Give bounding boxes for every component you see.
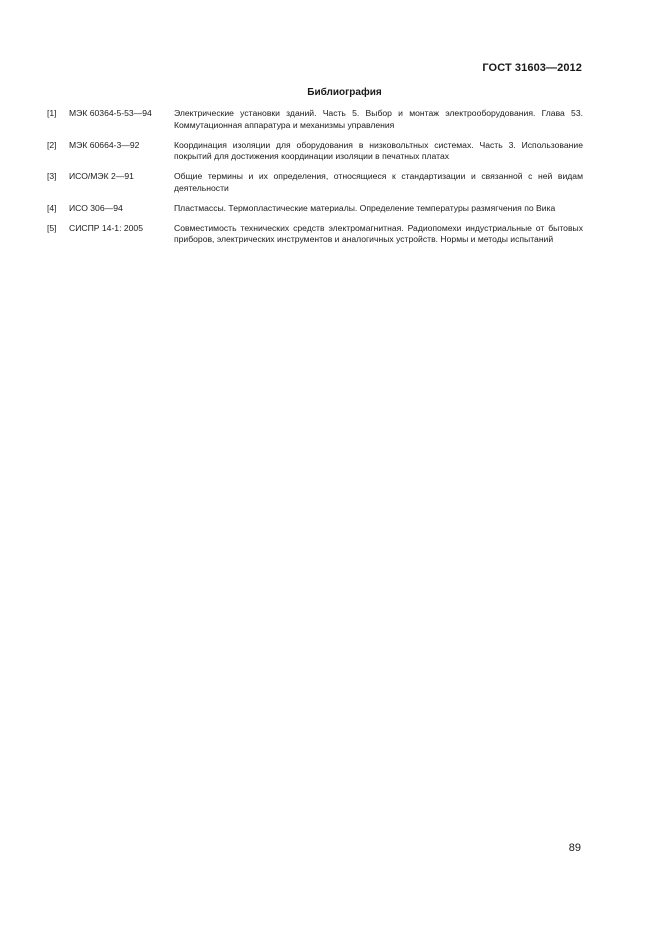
entry-code: СИСПР 14-1: 2005 [69,222,143,233]
document-code: ГОСТ 31603—2012 [482,62,582,74]
entry-number: [1] [47,108,57,118]
entry-description: Совместимость технических средств электромагнитная. Радиопомехи индустриальные от бытовых приборов, электрических инструментов и аналогичных устройств. Нормы и методы испытаний [174,222,583,244]
entry-number: [2] [47,139,57,150]
section-title: Библиография [307,87,382,98]
bibliography-entry [47,108,583,131]
bibliography-list [47,108,583,254]
entry-code: ИСО 306—94 [69,202,123,213]
entry-code: МЭК 60664-3—92 [69,139,140,150]
entry-code: МЭК 60364-5-53—94 [69,108,152,118]
entry-description: Общие термины и их определения, относящиеся к стандартизации и связанной с ней видам деятельности [174,171,583,193]
entry-number: [4] [47,202,57,213]
entry-description: Электрические установки зданий. Часть 5. Выбор и монтаж электрооборудования. Глава 53. Коммутационная аппаратура и механизмы управления [174,108,583,130]
bibliography-entry [47,171,583,194]
bibliography-entry [47,203,583,215]
page-number: 89 [568,842,581,854]
entry-description: Пластмассы. Термопластические материалы. Определение температуры размягчения по Вика [174,202,556,213]
entry-code: ИСО/МЭК 2—91 [69,171,134,181]
bibliography-entry [47,223,583,246]
entry-number: [5] [47,222,57,233]
entry-description: Координация изоляции для оборудования в низковольтных системах. Часть 3. Использование покрытий для достижения координации изоляции в печатных платах [174,139,583,161]
entry-number: [3] [47,171,57,181]
bibliography-entry [47,140,583,163]
